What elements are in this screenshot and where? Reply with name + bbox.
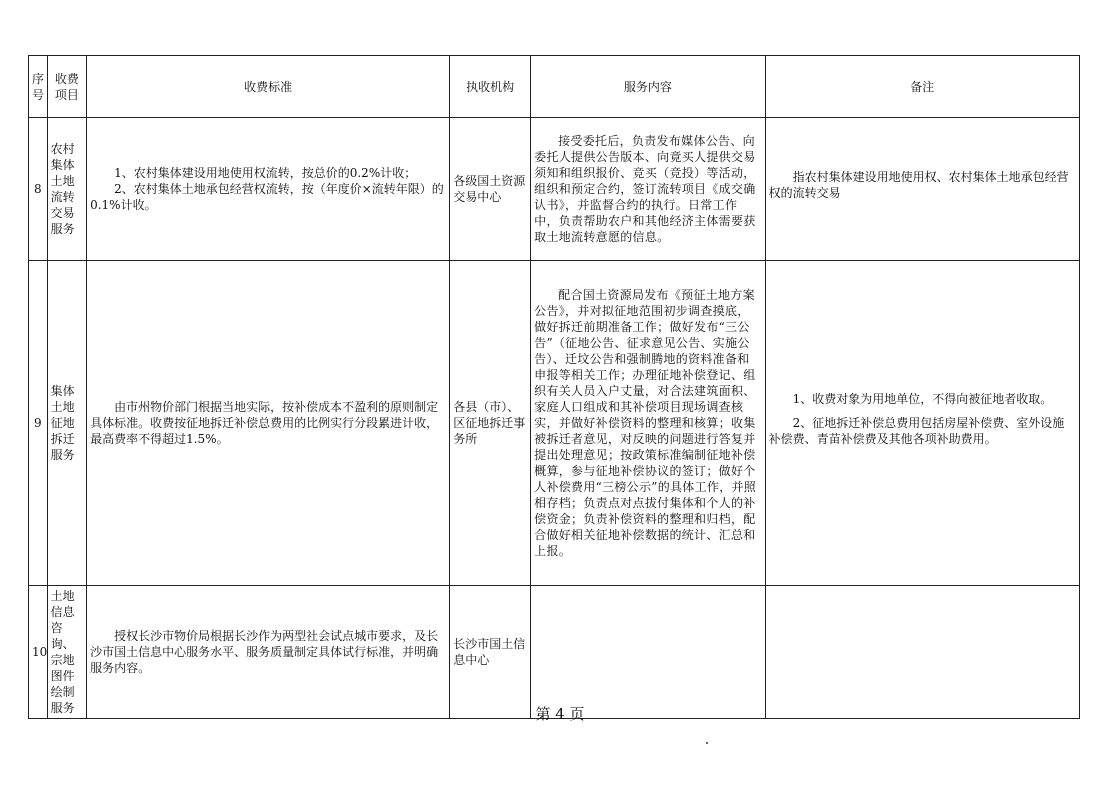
scan-speck <box>706 742 708 744</box>
row-standard <box>87 586 450 719</box>
row-service <box>531 261 765 586</box>
row-note <box>765 118 1079 261</box>
standard-paragraph: 由市州物价部门根据当地实际，按补偿成本不盈利的原则制定具体标准。收费按征地拆迁补偿总费用的比例实行分段累进计收，最高费率不得超过1.5%。 <box>90 400 439 446</box>
row-note <box>765 261 1079 586</box>
header-item: 收费项目 <box>47 56 86 118</box>
note-paragraph: 1、收费对象为用地单位，不得向被征地者收取。 <box>792 392 1053 406</box>
row-item: 农村集体土地流转交易服务 <box>47 118 86 261</box>
row-standard <box>87 118 450 261</box>
row-org: 各县（市）、区征地拆迁事务所 <box>450 261 531 586</box>
row-item: 集体土地征地拆迁服务 <box>47 261 86 586</box>
table-row <box>29 586 1080 719</box>
note-paragraph: 2、征地拆迁补偿总费用包括房屋补偿费、室外设施补偿费、青苗补偿费及其他各项补助费用。 <box>768 416 1065 446</box>
row-no: 9 <box>29 261 48 586</box>
row-org: 各级国土资源交易中心 <box>450 118 531 261</box>
header-org: 执收机构 <box>450 56 531 118</box>
row-service <box>531 118 765 261</box>
header-service: 服务内容 <box>531 56 765 118</box>
header-no: 序号 <box>29 56 48 118</box>
row-service <box>531 586 765 719</box>
row-item: 土地信息咨询、宗地图件绘制服务 <box>47 586 86 719</box>
service-paragraph: 配合国土资源局发布《预征土地方案公告》，并对拟征地范围初步调查摸底，做好拆迁前期准备工作；做好发布“三公告”（征地公告、征求意见公告、实施公告）、迁坟公告和强制腾地的资料准备和申报等相关工作；办理征地补偿登记、组织有关人员入户丈量，对合法建筑面积、家庭人口组成和其补偿项目现场调查核实，并做好补偿资料的整理和核算；收集被拆迁者意见，对反映的问题进行答复并提出处理意见；按政策标准编制征地补偿概算，参与征地补偿协议的签订；做好个人补偿费用“三榜公示”的具体工作，并照相存档；负责点对点拔付集体和个人的补偿资金；负责补偿资料的整理和归档，配合做好相关征地补偿数据的统计、汇总和上报。 <box>534 288 757 558</box>
note-paragraph: 指农村集体建设用地使用权、农村集体土地承包经营权的流转交易 <box>768 170 1069 200</box>
header-standard: 收费标准 <box>87 56 450 118</box>
fee-table <box>28 55 1080 719</box>
row-no: 8 <box>29 118 48 261</box>
standard-paragraph: 授权长沙市物价局根据长沙作为两型社会试点城市要求，及长沙市国土信息中心服务水平、服务质量制定具体试行标准，并明确服务内容。 <box>90 629 439 675</box>
header-note: 备注 <box>765 56 1079 118</box>
header-row <box>29 56 1080 118</box>
standard-paragraph: 1、农村集体建设用地使用权流转，按总价的0.2%计收； <box>114 166 417 180</box>
row-note <box>765 586 1079 719</box>
table-row <box>29 118 1080 261</box>
row-org: 长沙市国土信息中心 <box>450 586 531 719</box>
row-no: 10 <box>29 586 48 719</box>
row-standard <box>87 261 450 586</box>
service-paragraph: 接受委托后，负责发布媒体公告、向委托人提供公告版本、向竟买人提供交易须知和组织报价、竞买（竞投）等活动，组织和预定合约，签订流转项目《成交确认书》，并监督合约的执行。日常工作中，负责帮助农户和其他经济主体需要获取土地流转意愿的信息。 <box>534 134 756 244</box>
standard-paragraph: 2、农村集体土地承包经营权流转，按（年度价×流转年限）的0.1%计收。 <box>90 182 444 212</box>
page-number: 第 4 页 <box>535 705 585 723</box>
table-row <box>29 261 1080 586</box>
